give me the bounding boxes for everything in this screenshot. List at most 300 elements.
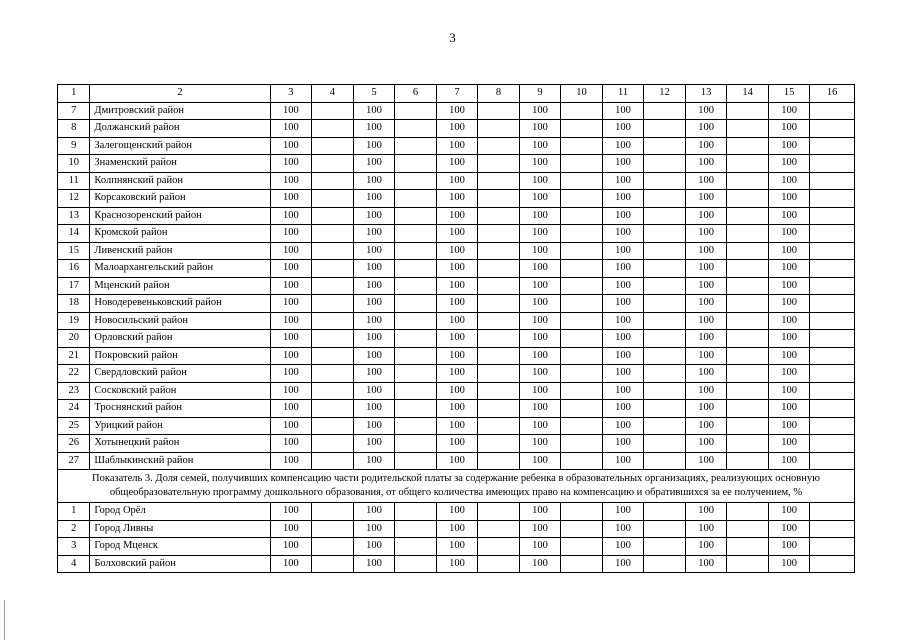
table-row (58, 538, 855, 556)
table-row (58, 295, 855, 313)
value-cell-c15: 100 (768, 260, 810, 278)
value-cell-c16 (810, 172, 855, 190)
value-cell-c13: 100 (685, 260, 727, 278)
value-cell-c6 (395, 172, 437, 190)
district-name-cell: Должанский район (90, 120, 270, 138)
value-cell-c13: 100 (685, 452, 727, 470)
value-cell-c11: 100 (602, 295, 644, 313)
value-cell-c16 (810, 207, 855, 225)
value-cell-c12 (644, 503, 686, 521)
value-cell-c8 (478, 503, 520, 521)
value-cell-c13: 100 (685, 347, 727, 365)
district-name-cell: Малоархангельский район (90, 260, 270, 278)
value-cell-c7: 100 (436, 225, 478, 243)
value-cell-c14 (727, 277, 769, 295)
value-cell-c7: 100 (436, 452, 478, 470)
value-cell-c11: 100 (602, 242, 644, 260)
value-cell-c10 (561, 555, 603, 573)
value-cell-c6 (395, 312, 437, 330)
value-cell-c11: 100 (602, 452, 644, 470)
value-cell-c14 (727, 120, 769, 138)
value-cell-c4 (312, 172, 354, 190)
value-cell-c7: 100 (436, 435, 478, 453)
value-cell-c6 (395, 242, 437, 260)
value-cell-c13: 100 (685, 172, 727, 190)
value-cell-c12 (644, 155, 686, 173)
value-cell-c15: 100 (768, 435, 810, 453)
value-cell-c11: 100 (602, 312, 644, 330)
value-cell-c7: 100 (436, 330, 478, 348)
table-row (58, 172, 855, 190)
value-cell-c7: 100 (436, 172, 478, 190)
value-cell-c12 (644, 520, 686, 538)
value-cell-c8 (478, 207, 520, 225)
value-cell-c6 (395, 120, 437, 138)
row-number-cell: 13 (58, 207, 90, 225)
value-cell-c3: 100 (270, 382, 312, 400)
column-number-header: 16 (810, 85, 855, 103)
value-cell-c7: 100 (436, 382, 478, 400)
value-cell-c14 (727, 400, 769, 418)
value-cell-c8 (478, 277, 520, 295)
value-cell-c16 (810, 503, 855, 521)
value-cell-c3: 100 (270, 225, 312, 243)
value-cell-c10 (561, 295, 603, 313)
column-number-header: 15 (768, 85, 810, 103)
value-cell-c15: 100 (768, 452, 810, 470)
value-cell-c16 (810, 190, 855, 208)
value-cell-c8 (478, 555, 520, 573)
district-name-cell: Урицкий район (90, 417, 270, 435)
value-cell-c9: 100 (519, 155, 561, 173)
value-cell-c9: 100 (519, 520, 561, 538)
column-number-header: 10 (561, 85, 603, 103)
value-cell-c15: 100 (768, 503, 810, 521)
value-cell-c9: 100 (519, 400, 561, 418)
value-cell-c10 (561, 260, 603, 278)
value-cell-c9: 100 (519, 137, 561, 155)
value-cell-c14 (727, 435, 769, 453)
value-cell-c4 (312, 120, 354, 138)
value-cell-c11: 100 (602, 435, 644, 453)
value-cell-c12 (644, 452, 686, 470)
value-cell-c12 (644, 365, 686, 383)
value-cell-c13: 100 (685, 538, 727, 556)
value-cell-c12 (644, 400, 686, 418)
value-cell-c6 (395, 155, 437, 173)
value-cell-c13: 100 (685, 330, 727, 348)
value-cell-c14 (727, 538, 769, 556)
value-cell-c15: 100 (768, 382, 810, 400)
table-row (58, 225, 855, 243)
value-cell-c16 (810, 435, 855, 453)
district-name-cell: Шаблыкинский район (90, 452, 270, 470)
value-cell-c3: 100 (270, 330, 312, 348)
value-cell-c7: 100 (436, 312, 478, 330)
value-cell-c11: 100 (602, 520, 644, 538)
table-row (58, 382, 855, 400)
value-cell-c8 (478, 137, 520, 155)
value-cell-c10 (561, 330, 603, 348)
row-number-cell: 12 (58, 190, 90, 208)
value-cell-c4 (312, 312, 354, 330)
row-number-cell: 7 (58, 102, 90, 120)
table-row (58, 120, 855, 138)
value-cell-c5: 100 (353, 120, 395, 138)
value-cell-c15: 100 (768, 520, 810, 538)
table-row (58, 520, 855, 538)
value-cell-c15: 100 (768, 137, 810, 155)
value-cell-c14 (727, 172, 769, 190)
value-cell-c6 (395, 330, 437, 348)
value-cell-c3: 100 (270, 538, 312, 556)
value-cell-c15: 100 (768, 277, 810, 295)
value-cell-c9: 100 (519, 242, 561, 260)
value-cell-c7: 100 (436, 295, 478, 313)
value-cell-c16 (810, 277, 855, 295)
district-name-cell: Болховский район (90, 555, 270, 573)
value-cell-c10 (561, 503, 603, 521)
value-cell-c10 (561, 452, 603, 470)
value-cell-c5: 100 (353, 207, 395, 225)
value-cell-c16 (810, 520, 855, 538)
column-number-header: 13 (685, 85, 727, 103)
value-cell-c12 (644, 555, 686, 573)
value-cell-c4 (312, 365, 354, 383)
value-cell-c6 (395, 417, 437, 435)
value-cell-c5: 100 (353, 155, 395, 173)
value-cell-c3: 100 (270, 207, 312, 225)
row-number-cell: 3 (58, 538, 90, 556)
value-cell-c4 (312, 417, 354, 435)
value-cell-c11: 100 (602, 190, 644, 208)
section-title-row (58, 470, 855, 503)
value-cell-c5: 100 (353, 365, 395, 383)
value-cell-c7: 100 (436, 365, 478, 383)
value-cell-c3: 100 (270, 312, 312, 330)
value-cell-c10 (561, 435, 603, 453)
value-cell-c14 (727, 347, 769, 365)
value-cell-c8 (478, 452, 520, 470)
value-cell-c12 (644, 225, 686, 243)
value-cell-c12 (644, 260, 686, 278)
value-cell-c8 (478, 312, 520, 330)
value-cell-c10 (561, 417, 603, 435)
value-cell-c14 (727, 452, 769, 470)
page-number: 3 (449, 30, 456, 45)
value-cell-c9: 100 (519, 330, 561, 348)
value-cell-c3: 100 (270, 400, 312, 418)
value-cell-c16 (810, 330, 855, 348)
value-cell-c11: 100 (602, 382, 644, 400)
value-cell-c6 (395, 365, 437, 383)
value-cell-c10 (561, 172, 603, 190)
value-cell-c9: 100 (519, 538, 561, 556)
value-cell-c11: 100 (602, 225, 644, 243)
table-row (58, 312, 855, 330)
value-cell-c4 (312, 277, 354, 295)
value-cell-c4 (312, 382, 354, 400)
table-row (58, 190, 855, 208)
value-cell-c8 (478, 102, 520, 120)
value-cell-c7: 100 (436, 260, 478, 278)
table-row (58, 452, 855, 470)
value-cell-c7: 100 (436, 120, 478, 138)
column-number-header: 5 (353, 85, 395, 103)
value-cell-c8 (478, 120, 520, 138)
value-cell-c13: 100 (685, 190, 727, 208)
value-cell-c11: 100 (602, 172, 644, 190)
value-cell-c9: 100 (519, 102, 561, 120)
value-cell-c5: 100 (353, 312, 395, 330)
district-name-cell: Корсаковский район (90, 190, 270, 208)
value-cell-c13: 100 (685, 400, 727, 418)
value-cell-c4 (312, 452, 354, 470)
value-cell-c15: 100 (768, 190, 810, 208)
value-cell-c4 (312, 155, 354, 173)
value-cell-c16 (810, 417, 855, 435)
value-cell-c15: 100 (768, 155, 810, 173)
value-cell-c9: 100 (519, 347, 561, 365)
value-cell-c5: 100 (353, 555, 395, 573)
value-cell-c8 (478, 330, 520, 348)
value-cell-c12 (644, 330, 686, 348)
value-cell-c16 (810, 102, 855, 120)
value-cell-c3: 100 (270, 260, 312, 278)
value-cell-c14 (727, 242, 769, 260)
value-cell-c13: 100 (685, 503, 727, 521)
district-name-cell: Дмитровский район (90, 102, 270, 120)
value-cell-c9: 100 (519, 207, 561, 225)
value-cell-c3: 100 (270, 365, 312, 383)
value-cell-c13: 100 (685, 120, 727, 138)
value-cell-c6 (395, 295, 437, 313)
value-cell-c14 (727, 207, 769, 225)
column-number-header: 12 (644, 85, 686, 103)
value-cell-c3: 100 (270, 137, 312, 155)
value-cell-c11: 100 (602, 417, 644, 435)
row-number-cell: 2 (58, 520, 90, 538)
value-cell-c11: 100 (602, 400, 644, 418)
value-cell-c4 (312, 295, 354, 313)
value-cell-c10 (561, 242, 603, 260)
value-cell-c14 (727, 260, 769, 278)
value-cell-c11: 100 (602, 260, 644, 278)
section-title: Показатель 3. Доля семей, получивших компенсацию части родительской платы за содержание ребенка в образовательных организациях, реализующих основную общеобразовательную программу дошкольного образования, от общего количества имеющих право на компенсацию и обратившихся за ее получением, % (58, 470, 855, 503)
value-cell-c6 (395, 277, 437, 295)
table-row (58, 330, 855, 348)
value-cell-c11: 100 (602, 365, 644, 383)
value-cell-c14 (727, 555, 769, 573)
value-cell-c14 (727, 225, 769, 243)
value-cell-c4 (312, 538, 354, 556)
value-cell-c4 (312, 242, 354, 260)
value-cell-c5: 100 (353, 452, 395, 470)
value-cell-c8 (478, 520, 520, 538)
value-cell-c6 (395, 520, 437, 538)
value-cell-c9: 100 (519, 365, 561, 383)
column-number-header: 7 (436, 85, 478, 103)
row-number-cell: 24 (58, 400, 90, 418)
value-cell-c9: 100 (519, 172, 561, 190)
value-cell-c5: 100 (353, 400, 395, 418)
data-table (57, 84, 855, 573)
value-cell-c6 (395, 190, 437, 208)
value-cell-c6 (395, 452, 437, 470)
value-cell-c16 (810, 400, 855, 418)
value-cell-c5: 100 (353, 382, 395, 400)
table-row (58, 207, 855, 225)
value-cell-c15: 100 (768, 225, 810, 243)
row-number-cell: 17 (58, 277, 90, 295)
value-cell-c9: 100 (519, 417, 561, 435)
value-cell-c15: 100 (768, 347, 810, 365)
value-cell-c16 (810, 137, 855, 155)
value-cell-c12 (644, 435, 686, 453)
row-number-cell: 16 (58, 260, 90, 278)
value-cell-c15: 100 (768, 417, 810, 435)
value-cell-c15: 100 (768, 242, 810, 260)
table-header-row (58, 85, 855, 103)
value-cell-c7: 100 (436, 190, 478, 208)
row-number-cell: 19 (58, 312, 90, 330)
district-name-cell: Город Ливны (90, 520, 270, 538)
row-number-cell: 27 (58, 452, 90, 470)
value-cell-c13: 100 (685, 555, 727, 573)
value-cell-c8 (478, 347, 520, 365)
value-cell-c3: 100 (270, 155, 312, 173)
value-cell-c12 (644, 207, 686, 225)
district-name-cell: Ливенский район (90, 242, 270, 260)
value-cell-c12 (644, 417, 686, 435)
value-cell-c5: 100 (353, 538, 395, 556)
row-number-cell: 21 (58, 347, 90, 365)
value-cell-c11: 100 (602, 120, 644, 138)
value-cell-c14 (727, 330, 769, 348)
value-cell-c15: 100 (768, 330, 810, 348)
value-cell-c14 (727, 295, 769, 313)
value-cell-c11: 100 (602, 277, 644, 295)
table-row (58, 137, 855, 155)
table-row (58, 503, 855, 521)
value-cell-c3: 100 (270, 172, 312, 190)
value-cell-c5: 100 (353, 172, 395, 190)
table-row (58, 277, 855, 295)
value-cell-c9: 100 (519, 555, 561, 573)
value-cell-c5: 100 (353, 330, 395, 348)
district-name-cell: Орловский район (90, 330, 270, 348)
row-number-cell: 15 (58, 242, 90, 260)
value-cell-c7: 100 (436, 520, 478, 538)
value-cell-c8 (478, 225, 520, 243)
value-cell-c6 (395, 207, 437, 225)
row-number-cell: 9 (58, 137, 90, 155)
value-cell-c8 (478, 365, 520, 383)
value-cell-c14 (727, 520, 769, 538)
value-cell-c8 (478, 435, 520, 453)
value-cell-c8 (478, 155, 520, 173)
value-cell-c3: 100 (270, 295, 312, 313)
value-cell-c12 (644, 295, 686, 313)
column-number-header: 6 (395, 85, 437, 103)
scan-edge-mark (4, 600, 5, 640)
value-cell-c16 (810, 155, 855, 173)
value-cell-c8 (478, 242, 520, 260)
table-row (58, 260, 855, 278)
table-row (58, 102, 855, 120)
row-number-cell: 22 (58, 365, 90, 383)
column-number-header: 3 (270, 85, 312, 103)
value-cell-c5: 100 (353, 260, 395, 278)
value-cell-c5: 100 (353, 225, 395, 243)
value-cell-c13: 100 (685, 435, 727, 453)
value-cell-c3: 100 (270, 277, 312, 295)
value-cell-c3: 100 (270, 102, 312, 120)
value-cell-c14 (727, 382, 769, 400)
value-cell-c16 (810, 382, 855, 400)
value-cell-c16 (810, 225, 855, 243)
row-number-cell: 20 (58, 330, 90, 348)
value-cell-c6 (395, 137, 437, 155)
column-number-header: 8 (478, 85, 520, 103)
value-cell-c15: 100 (768, 172, 810, 190)
value-cell-c3: 100 (270, 242, 312, 260)
value-cell-c13: 100 (685, 417, 727, 435)
value-cell-c10 (561, 225, 603, 243)
value-cell-c13: 100 (685, 242, 727, 260)
value-cell-c7: 100 (436, 347, 478, 365)
table-row (58, 435, 855, 453)
value-cell-c10 (561, 207, 603, 225)
value-cell-c12 (644, 172, 686, 190)
value-cell-c5: 100 (353, 503, 395, 521)
value-cell-c5: 100 (353, 295, 395, 313)
value-cell-c10 (561, 400, 603, 418)
value-cell-c14 (727, 365, 769, 383)
value-cell-c9: 100 (519, 452, 561, 470)
district-name-cell: Залегощенский район (90, 137, 270, 155)
row-number-cell: 1 (58, 503, 90, 521)
value-cell-c15: 100 (768, 102, 810, 120)
value-cell-c7: 100 (436, 102, 478, 120)
value-cell-c13: 100 (685, 225, 727, 243)
value-cell-c12 (644, 242, 686, 260)
value-cell-c7: 100 (436, 137, 478, 155)
table-row (58, 347, 855, 365)
value-cell-c5: 100 (353, 347, 395, 365)
value-cell-c8 (478, 382, 520, 400)
value-cell-c5: 100 (353, 190, 395, 208)
value-cell-c9: 100 (519, 277, 561, 295)
value-cell-c4 (312, 555, 354, 573)
value-cell-c4 (312, 225, 354, 243)
value-cell-c13: 100 (685, 102, 727, 120)
district-name-cell: Покровский район (90, 347, 270, 365)
value-cell-c14 (727, 312, 769, 330)
value-cell-c5: 100 (353, 520, 395, 538)
value-cell-c10 (561, 538, 603, 556)
value-cell-c13: 100 (685, 295, 727, 313)
value-cell-c16 (810, 365, 855, 383)
value-cell-c4 (312, 347, 354, 365)
value-cell-c14 (727, 102, 769, 120)
value-cell-c6 (395, 260, 437, 278)
value-cell-c6 (395, 382, 437, 400)
value-cell-c10 (561, 190, 603, 208)
value-cell-c10 (561, 137, 603, 155)
row-number-cell: 11 (58, 172, 90, 190)
value-cell-c6 (395, 555, 437, 573)
